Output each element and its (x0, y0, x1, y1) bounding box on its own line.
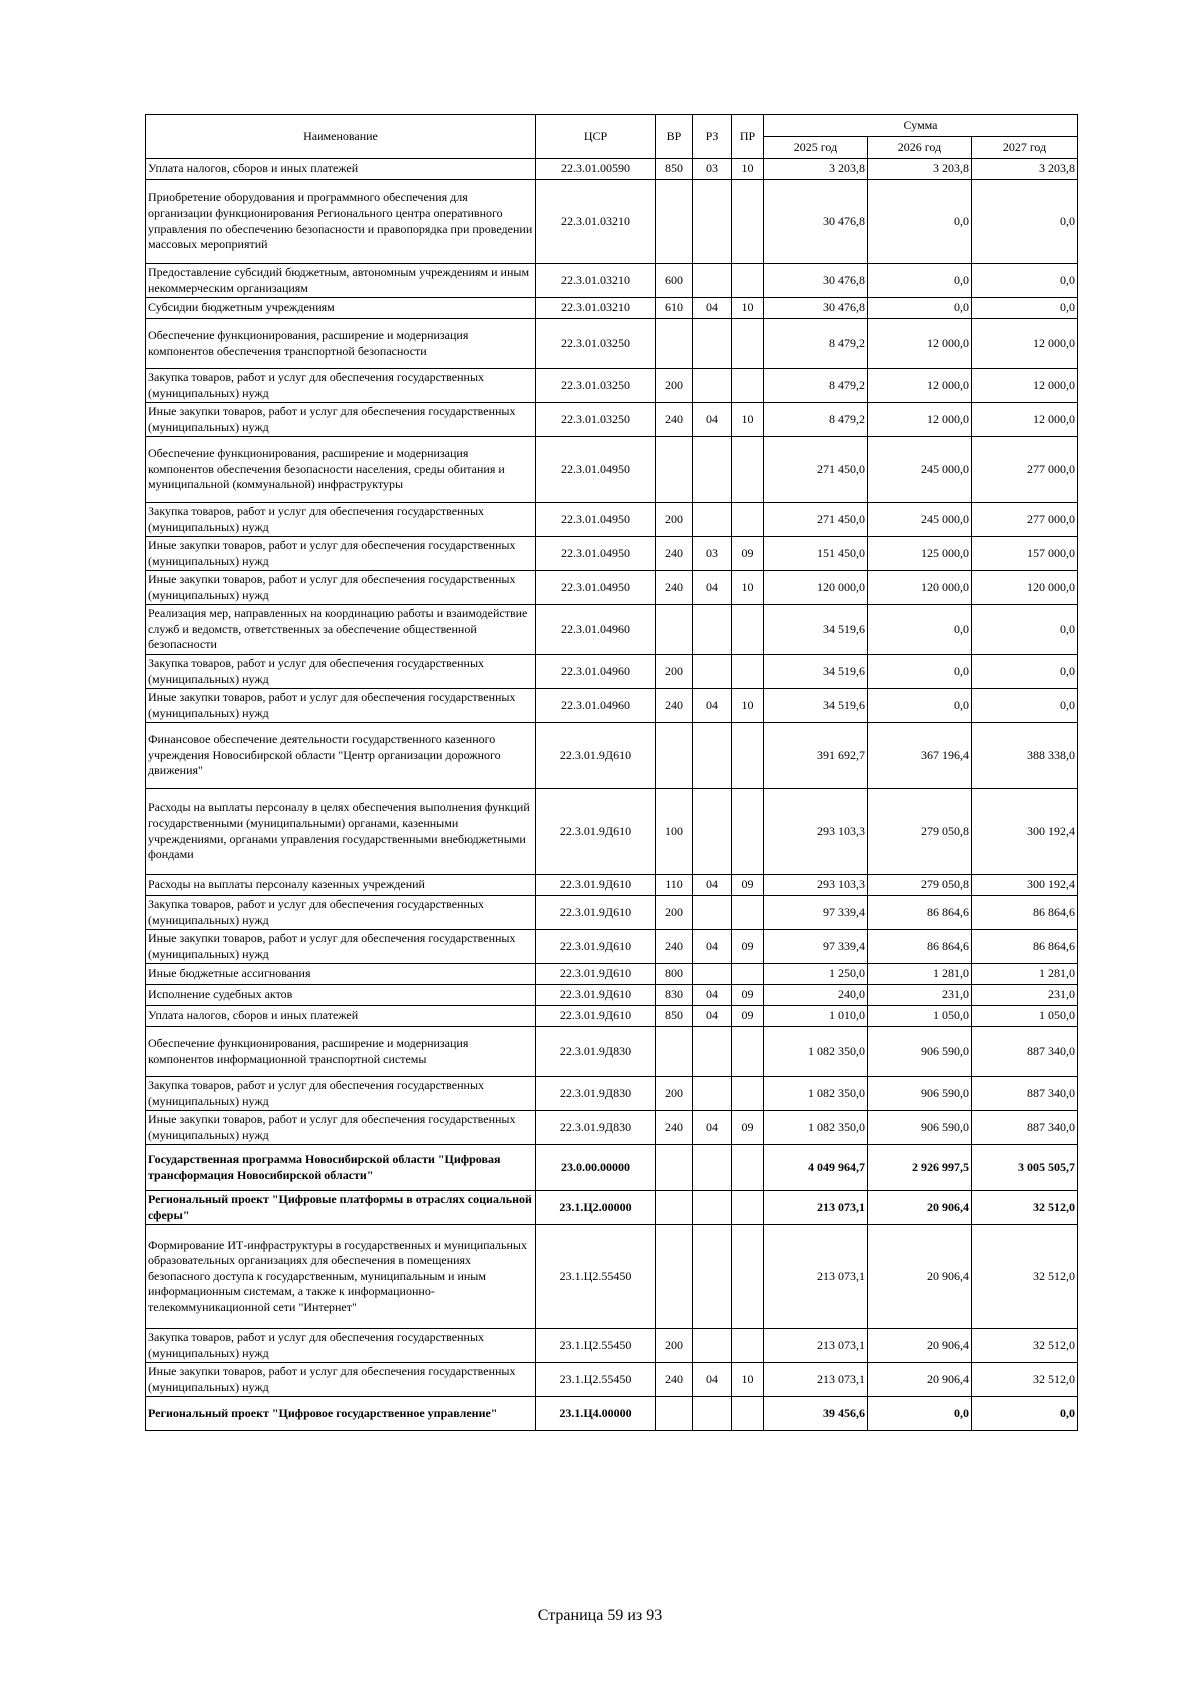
cell-pr: 09 (732, 1006, 764, 1027)
cell-2026: 245 000,0 (868, 437, 972, 503)
cell-2026: 20 906,4 (868, 1329, 972, 1363)
table-row (146, 1191, 1078, 1225)
cell-2026: 120 000,0 (868, 571, 972, 605)
cell-name: Иные закупки товаров, работ и услуг для обеспечения государственных (муниципальных) нужд (146, 1363, 536, 1397)
cell-csr: 22.3.01.9Д610 (536, 1006, 656, 1027)
table-row (146, 1111, 1078, 1145)
cell-rz (693, 264, 732, 298)
cell-2027: 120 000,0 (972, 571, 1078, 605)
cell-2027: 0,0 (972, 298, 1078, 319)
cell-vr: 200 (656, 1329, 693, 1363)
cell-2027: 3 005 505,7 (972, 1145, 1078, 1191)
cell-csr: 22.3.01.04950 (536, 503, 656, 537)
cell-csr: 22.3.01.04960 (536, 655, 656, 689)
cell-2027: 277 000,0 (972, 437, 1078, 503)
table-row (146, 689, 1078, 723)
cell-name: Иные закупки товаров, работ и услуг для обеспечения государственных (муниципальных) нужд (146, 403, 536, 437)
cell-2025: 1 010,0 (764, 1006, 868, 1027)
cell-2027: 887 340,0 (972, 1111, 1078, 1145)
cell-vr: 200 (656, 655, 693, 689)
cell-name: Закупка товаров, работ и услуг для обеспечения государственных (муниципальных) нужд (146, 1077, 536, 1111)
table-header-row (146, 115, 1078, 137)
cell-pr (732, 964, 764, 985)
cell-2026: 20 906,4 (868, 1225, 972, 1329)
cell-csr: 22.3.01.04950 (536, 437, 656, 503)
cell-pr: 09 (732, 930, 764, 964)
cell-name: Расходы на выплаты персоналу казенных учреждений (146, 875, 536, 896)
cell-csr: 23.1.Ц4.00000 (536, 1397, 656, 1431)
cell-2025: 213 073,1 (764, 1329, 868, 1363)
cell-vr: 240 (656, 1111, 693, 1145)
cell-2025: 1 082 350,0 (764, 1027, 868, 1077)
cell-vr: 240 (656, 689, 693, 723)
cell-name: Иные закупки товаров, работ и услуг для обеспечения государственных (муниципальных) нужд (146, 689, 536, 723)
cell-2027: 300 192,4 (972, 789, 1078, 875)
cell-name: Закупка товаров, работ и услуг для обеспечения государственных (муниципальных) нужд (146, 896, 536, 930)
cell-csr: 23.1.Ц2.00000 (536, 1191, 656, 1225)
cell-vr (656, 1397, 693, 1431)
cell-name: Расходы на выплаты персоналу в целях обеспечения выполнения функций государственными (муниципальными) органами, казенными учреждениями, органами управления государственными внебюджетными фондами (146, 789, 536, 875)
cell-2027: 887 340,0 (972, 1077, 1078, 1111)
cell-rz: 03 (693, 159, 732, 180)
table-row (146, 875, 1078, 896)
cell-csr: 23.1.Ц2.55450 (536, 1363, 656, 1397)
cell-csr: 22.3.01.03210 (536, 264, 656, 298)
cell-vr (656, 1027, 693, 1077)
col-header-rz: РЗ (693, 115, 732, 159)
cell-2025: 293 103,3 (764, 789, 868, 875)
cell-2026: 12 000,0 (868, 319, 972, 369)
table-row (146, 437, 1078, 503)
cell-2026: 0,0 (868, 264, 972, 298)
cell-2025: 4 049 964,7 (764, 1145, 868, 1191)
table-row (146, 1027, 1078, 1077)
cell-pr: 10 (732, 689, 764, 723)
cell-vr: 830 (656, 985, 693, 1006)
cell-name: Предоставление субсидий бюджетным, автономным учреждениям и иным некоммерческим организациям (146, 264, 536, 298)
cell-vr (656, 1145, 693, 1191)
cell-rz (693, 1145, 732, 1191)
cell-2026: 279 050,8 (868, 875, 972, 896)
cell-vr: 240 (656, 537, 693, 571)
cell-pr: 09 (732, 537, 764, 571)
cell-name: Финансовое обеспечение деятельности государственного казенного учреждения Новосибирской области "Центр организации дорожного движения" (146, 723, 536, 789)
col-header-pr: ПР (732, 115, 764, 159)
cell-rz (693, 1329, 732, 1363)
cell-pr (732, 1329, 764, 1363)
table-row (146, 369, 1078, 403)
cell-pr: 09 (732, 1111, 764, 1145)
cell-2026: 0,0 (868, 1397, 972, 1431)
cell-vr: 200 (656, 503, 693, 537)
cell-pr (732, 1027, 764, 1077)
cell-2027: 388 338,0 (972, 723, 1078, 789)
cell-name: Исполнение судебных актов (146, 985, 536, 1006)
cell-csr: 22.3.01.9Д610 (536, 875, 656, 896)
cell-2027: 12 000,0 (972, 403, 1078, 437)
col-header-2027: 2027 год (972, 137, 1078, 159)
cell-2026: 20 906,4 (868, 1191, 972, 1225)
cell-2026: 279 050,8 (868, 789, 972, 875)
cell-2025: 97 339,4 (764, 896, 868, 930)
cell-vr: 240 (656, 930, 693, 964)
table-row (146, 985, 1078, 1006)
cell-rz: 04 (693, 1363, 732, 1397)
cell-csr: 22.3.01.9Д610 (536, 930, 656, 964)
cell-2025: 30 476,8 (764, 180, 868, 264)
col-header-vr: ВР (656, 115, 693, 159)
cell-2025: 213 073,1 (764, 1191, 868, 1225)
cell-rz (693, 789, 732, 875)
cell-2027: 0,0 (972, 689, 1078, 723)
cell-2026: 1 050,0 (868, 1006, 972, 1027)
cell-pr (732, 1191, 764, 1225)
cell-2025: 271 450,0 (764, 503, 868, 537)
table-row (146, 655, 1078, 689)
cell-2025: 391 692,7 (764, 723, 868, 789)
cell-csr: 22.3.01.9Д830 (536, 1111, 656, 1145)
cell-csr: 22.3.01.9Д830 (536, 1027, 656, 1077)
cell-2027: 231,0 (972, 985, 1078, 1006)
cell-pr (732, 655, 764, 689)
cell-name: Субсидии бюджетным учреждениям (146, 298, 536, 319)
cell-rz: 04 (693, 930, 732, 964)
cell-csr: 22.3.01.03210 (536, 298, 656, 319)
cell-csr: 22.3.01.03250 (536, 369, 656, 403)
cell-name: Закупка товаров, работ и услуг для обеспечения государственных (муниципальных) нужд (146, 369, 536, 403)
cell-rz: 04 (693, 985, 732, 1006)
cell-csr: 22.3.01.9Д610 (536, 789, 656, 875)
cell-rz: 04 (693, 1111, 732, 1145)
cell-pr (732, 369, 764, 403)
cell-vr: 850 (656, 159, 693, 180)
cell-name: Иные закупки товаров, работ и услуг для обеспечения государственных (муниципальных) нужд (146, 930, 536, 964)
table-row (146, 298, 1078, 319)
col-header-csr: ЦСР (536, 115, 656, 159)
cell-2025: 3 203,8 (764, 159, 868, 180)
cell-2027: 0,0 (972, 1397, 1078, 1431)
col-header-name: Наименование (146, 115, 536, 159)
cell-2026: 906 590,0 (868, 1111, 972, 1145)
cell-2026: 1 281,0 (868, 964, 972, 985)
cell-vr: 240 (656, 1363, 693, 1397)
cell-2025: 213 073,1 (764, 1225, 868, 1329)
cell-pr: 10 (732, 1363, 764, 1397)
cell-vr (656, 723, 693, 789)
cell-rz (693, 655, 732, 689)
cell-2025: 30 476,8 (764, 298, 868, 319)
cell-vr (656, 1225, 693, 1329)
cell-vr: 240 (656, 403, 693, 437)
cell-pr (732, 1397, 764, 1431)
cell-2026: 0,0 (868, 180, 972, 264)
cell-2027: 1 050,0 (972, 1006, 1078, 1027)
cell-2027: 0,0 (972, 180, 1078, 264)
table-row (146, 1225, 1078, 1329)
cell-rz (693, 1191, 732, 1225)
cell-rz (693, 1397, 732, 1431)
cell-2025: 271 450,0 (764, 437, 868, 503)
cell-name: Приобретение оборудования и программного обеспечения для организации функционирования Регионального центра оперативного управления по обеспечению безопасности и правопорядка при проведении массовых мероприятий (146, 180, 536, 264)
cell-pr (732, 1145, 764, 1191)
cell-2025: 1 250,0 (764, 964, 868, 985)
cell-2026: 906 590,0 (868, 1077, 972, 1111)
cell-2027: 32 512,0 (972, 1191, 1078, 1225)
cell-pr: 10 (732, 298, 764, 319)
cell-vr: 110 (656, 875, 693, 896)
cell-2025: 213 073,1 (764, 1363, 868, 1397)
cell-2025: 97 339,4 (764, 930, 868, 964)
cell-csr: 22.3.01.9Д610 (536, 896, 656, 930)
cell-2026: 86 864,6 (868, 930, 972, 964)
cell-pr (732, 723, 764, 789)
cell-2025: 1 082 350,0 (764, 1077, 868, 1111)
cell-csr: 22.3.01.03250 (536, 403, 656, 437)
cell-csr: 22.3.01.04950 (536, 537, 656, 571)
cell-rz (693, 319, 732, 369)
cell-rz: 04 (693, 1006, 732, 1027)
cell-vr: 100 (656, 789, 693, 875)
table-row (146, 789, 1078, 875)
page-number: Страница 59 из 93 (537, 1607, 663, 1624)
cell-2027: 157 000,0 (972, 537, 1078, 571)
table-row (146, 1077, 1078, 1111)
cell-2027: 1 281,0 (972, 964, 1078, 985)
cell-pr: 09 (732, 875, 764, 896)
cell-rz (693, 1077, 732, 1111)
cell-rz (693, 896, 732, 930)
cell-name: Иные закупки товаров, работ и услуг для обеспечения государственных (муниципальных) нужд (146, 537, 536, 571)
cell-rz: 03 (693, 537, 732, 571)
cell-csr: 22.3.01.04950 (536, 571, 656, 605)
cell-vr (656, 319, 693, 369)
cell-2026: 20 906,4 (868, 1363, 972, 1397)
table-row (146, 537, 1078, 571)
cell-vr: 200 (656, 369, 693, 403)
cell-2025: 293 103,3 (764, 875, 868, 896)
cell-name: Обеспечение функционирования, расширение и модернизация компонентов обеспечения транспортной безопасности (146, 319, 536, 369)
table-row (146, 571, 1078, 605)
cell-name: Иные закупки товаров, работ и услуг для обеспечения государственных (муниципальных) нужд (146, 571, 536, 605)
cell-csr: 22.3.01.04960 (536, 689, 656, 723)
cell-2027: 12 000,0 (972, 319, 1078, 369)
cell-2027: 12 000,0 (972, 369, 1078, 403)
cell-csr: 23.0.00.00000 (536, 1145, 656, 1191)
cell-pr (732, 1225, 764, 1329)
cell-csr: 22.3.01.9Д610 (536, 985, 656, 1006)
table-row (146, 1006, 1078, 1027)
table-row (146, 1397, 1078, 1431)
cell-2025: 34 519,6 (764, 689, 868, 723)
cell-2025: 8 479,2 (764, 403, 868, 437)
cell-2026: 86 864,6 (868, 896, 972, 930)
cell-rz (693, 723, 732, 789)
cell-2025: 8 479,2 (764, 319, 868, 369)
table-row (146, 896, 1078, 930)
table-row (146, 605, 1078, 655)
cell-2026: 0,0 (868, 655, 972, 689)
cell-vr: 240 (656, 571, 693, 605)
col-header-2026: 2026 год (868, 137, 972, 159)
cell-pr (732, 180, 764, 264)
cell-name: Уплата налогов, сборов и иных платежей (146, 159, 536, 180)
cell-pr (732, 264, 764, 298)
cell-2027: 32 512,0 (972, 1329, 1078, 1363)
cell-csr: 22.3.01.03210 (536, 180, 656, 264)
table-body (146, 159, 1078, 1431)
cell-2025: 151 450,0 (764, 537, 868, 571)
cell-2026: 245 000,0 (868, 503, 972, 537)
cell-2026: 906 590,0 (868, 1027, 972, 1077)
cell-2025: 8 479,2 (764, 369, 868, 403)
cell-rz (693, 180, 732, 264)
cell-vr (656, 437, 693, 503)
cell-pr (732, 789, 764, 875)
cell-pr (732, 896, 764, 930)
cell-2025: 34 519,6 (764, 655, 868, 689)
cell-csr: 22.3.01.9Д610 (536, 964, 656, 985)
cell-pr: 10 (732, 159, 764, 180)
cell-name: Уплата налогов, сборов и иных платежей (146, 1006, 536, 1027)
cell-csr: 23.1.Ц2.55450 (536, 1225, 656, 1329)
cell-2027: 32 512,0 (972, 1225, 1078, 1329)
table-row (146, 723, 1078, 789)
cell-2027: 3 203,8 (972, 159, 1078, 180)
cell-rz (693, 1027, 732, 1077)
cell-csr: 22.3.01.9Д830 (536, 1077, 656, 1111)
table-row (146, 930, 1078, 964)
cell-2027: 300 192,4 (972, 875, 1078, 896)
cell-pr (732, 605, 764, 655)
cell-2025: 30 476,8 (764, 264, 868, 298)
cell-2027: 277 000,0 (972, 503, 1078, 537)
cell-2027: 887 340,0 (972, 1027, 1078, 1077)
cell-pr: 10 (732, 403, 764, 437)
cell-csr: 22.3.01.03250 (536, 319, 656, 369)
cell-2026: 12 000,0 (868, 369, 972, 403)
cell-rz: 04 (693, 571, 732, 605)
cell-csr: 22.3.01.00590 (536, 159, 656, 180)
cell-rz (693, 964, 732, 985)
table-row (146, 1363, 1078, 1397)
cell-2026: 0,0 (868, 689, 972, 723)
cell-vr: 800 (656, 964, 693, 985)
cell-pr (732, 1077, 764, 1111)
cell-name: Закупка товаров, работ и услуг для обеспечения государственных (муниципальных) нужд (146, 655, 536, 689)
table-row (146, 403, 1078, 437)
cell-2025: 39 456,6 (764, 1397, 868, 1431)
cell-name: Формирование ИТ-инфраструктуры в государственных и муниципальных образовательных организациях для обеспечения в помещениях безопасного доступа к государственным, муниципальным и иным информационным системам, а также к информационно-телекоммуникационной сети "Интернет" (146, 1225, 536, 1329)
cell-2025: 34 519,6 (764, 605, 868, 655)
cell-vr (656, 605, 693, 655)
cell-name: Государственная программа Новосибирской области "Цифровая трансформация Новосибирской области" (146, 1145, 536, 1191)
cell-csr: 22.3.01.04960 (536, 605, 656, 655)
budget-table (145, 114, 1078, 1431)
cell-rz (693, 369, 732, 403)
cell-name: Закупка товаров, работ и услуг для обеспечения государственных (муниципальных) нужд (146, 1329, 536, 1363)
cell-pr (732, 437, 764, 503)
cell-name: Обеспечение функционирования, расширение и модернизация компонентов обеспечения безопасности населения, среды обитания и муниципальной (коммунальной) инфраструктуры (146, 437, 536, 503)
cell-name: Иные бюджетные ассигнования (146, 964, 536, 985)
table-row (146, 319, 1078, 369)
cell-vr (656, 180, 693, 264)
cell-2027: 86 864,6 (972, 930, 1078, 964)
cell-2026: 125 000,0 (868, 537, 972, 571)
cell-2026: 2 926 997,5 (868, 1145, 972, 1191)
cell-2025: 1 082 350,0 (764, 1111, 868, 1145)
cell-2027: 0,0 (972, 264, 1078, 298)
cell-2025: 120 000,0 (764, 571, 868, 605)
cell-pr (732, 319, 764, 369)
cell-rz (693, 437, 732, 503)
table-row (146, 180, 1078, 264)
cell-name: Реализация мер, направленных на координацию работы и взаимодействие служб и ведомств, ответственных за обеспечение общественной безопасности (146, 605, 536, 655)
cell-vr: 600 (656, 264, 693, 298)
cell-2027: 0,0 (972, 655, 1078, 689)
cell-name: Региональный проект "Цифровое государственное управление" (146, 1397, 536, 1431)
cell-vr (656, 1191, 693, 1225)
cell-2026: 231,0 (868, 985, 972, 1006)
table-row (146, 1145, 1078, 1191)
table-row (146, 503, 1078, 537)
cell-2027: 32 512,0 (972, 1363, 1078, 1397)
cell-2026: 3 203,8 (868, 159, 972, 180)
cell-vr: 850 (656, 1006, 693, 1027)
cell-pr: 09 (732, 985, 764, 1006)
cell-2026: 0,0 (868, 298, 972, 319)
cell-vr: 200 (656, 1077, 693, 1111)
cell-rz: 04 (693, 875, 732, 896)
cell-rz: 04 (693, 689, 732, 723)
table-row (146, 264, 1078, 298)
cell-name: Обеспечение функционирования, расширение и модернизация компонентов информационной транспортной системы (146, 1027, 536, 1077)
cell-2026: 367 196,4 (868, 723, 972, 789)
table-row (146, 1329, 1078, 1363)
cell-vr: 610 (656, 298, 693, 319)
col-header-2025: 2025 год (764, 137, 868, 159)
cell-2026: 12 000,0 (868, 403, 972, 437)
table-row (146, 159, 1078, 180)
cell-name: Иные закупки товаров, работ и услуг для обеспечения государственных (муниципальных) нужд (146, 1111, 536, 1145)
cell-rz (693, 503, 732, 537)
cell-2025: 240,0 (764, 985, 868, 1006)
cell-rz (693, 605, 732, 655)
cell-pr: 10 (732, 571, 764, 605)
cell-csr: 22.3.01.9Д610 (536, 723, 656, 789)
cell-csr: 23.1.Ц2.55450 (536, 1329, 656, 1363)
cell-2026: 0,0 (868, 605, 972, 655)
table-row (146, 964, 1078, 985)
col-header-sum: Сумма (764, 115, 1078, 137)
cell-rz (693, 1225, 732, 1329)
cell-vr: 200 (656, 896, 693, 930)
cell-name: Региональный проект "Цифровые платформы в отраслях социальной сферы" (146, 1191, 536, 1225)
cell-rz: 04 (693, 298, 732, 319)
cell-pr (732, 503, 764, 537)
cell-2027: 0,0 (972, 605, 1078, 655)
cell-2027: 86 864,6 (972, 896, 1078, 930)
cell-rz: 04 (693, 403, 732, 437)
cell-name: Закупка товаров, работ и услуг для обеспечения государственных (муниципальных) нужд (146, 503, 536, 537)
